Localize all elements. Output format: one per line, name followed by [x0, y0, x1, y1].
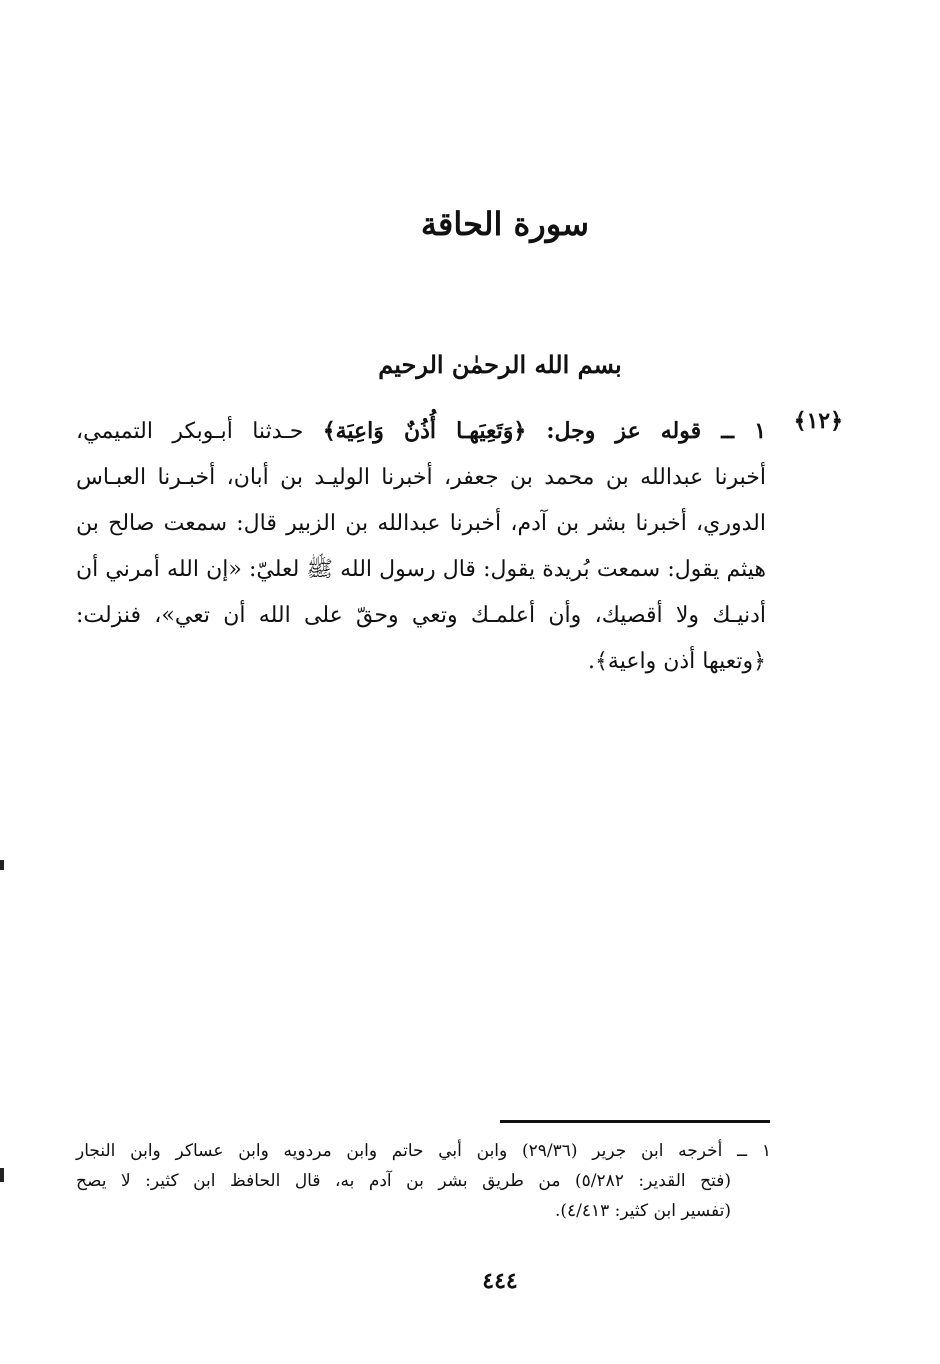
narration-chain-start: حـدثنا أبـوبكر التميمي، — [76, 419, 323, 444]
scan-edge-mark — [0, 860, 4, 870]
verse-number-marker: ﴿١٢﴾ — [793, 408, 843, 434]
commentary-line-2: أخبرنا عبدالله بن محمد بن جعفر، أخبرنا الوليـد بن أبان، أخبـرنا العبـاس — [76, 465, 766, 490]
footnote-line-2: (فتح القدير: ٥/٢٨٢) من طريق بشر بن آدم به، قال الحافظ ابن كثير: لا يصح — [76, 1171, 732, 1191]
commentary-line-1 — [76, 408, 766, 455]
commentary-line-3: الدوري، أخبرنا بشر بن آدم، أخبرنا عبدالله بن الزبير قال: سمعت صالح بن — [76, 511, 766, 536]
page-number: ٤٤٤ — [482, 1268, 518, 1294]
commentary-line-6: ﴿وتعيها أذن واعية﴾. — [588, 649, 766, 674]
verse-quote: ﴿وَتَعِيَهـا أُذُنٌ وَاعِيَة﴾ — [322, 418, 527, 444]
narration-heading: ١ ــ قوله عز وجل: — [526, 418, 767, 444]
commentary-line-4: هيثم يقول: سمعت بُريدة يقول: قال رسول الله ﷺ لعليّ: «إن الله أمرني أن — [76, 557, 766, 582]
basmala: بسم الله الرحمٰن الرحيم — [378, 350, 622, 379]
footnote-divider — [500, 1120, 770, 1123]
scan-edge-mark — [0, 1168, 4, 1182]
footnote-line-1: ١ ــ أخرجه ابن جرير (٢٩/٣٦) وابن أبي حاتم وابن مردويه وابن عساكر وابن النجار — [76, 1141, 771, 1161]
commentary-line-5: أدنيـك ولا أقصيك، وأن أعلمـك وتعي وحقّ على الله أن تعي»، فنزلت: — [76, 603, 766, 628]
commentary-text — [76, 408, 766, 685]
surah-title: سورة الحاقة — [420, 205, 590, 243]
footnotes — [76, 1136, 771, 1226]
footnote-line-3: (تفسير ابن كثير: ٤/٤١٣). — [554, 1201, 731, 1221]
